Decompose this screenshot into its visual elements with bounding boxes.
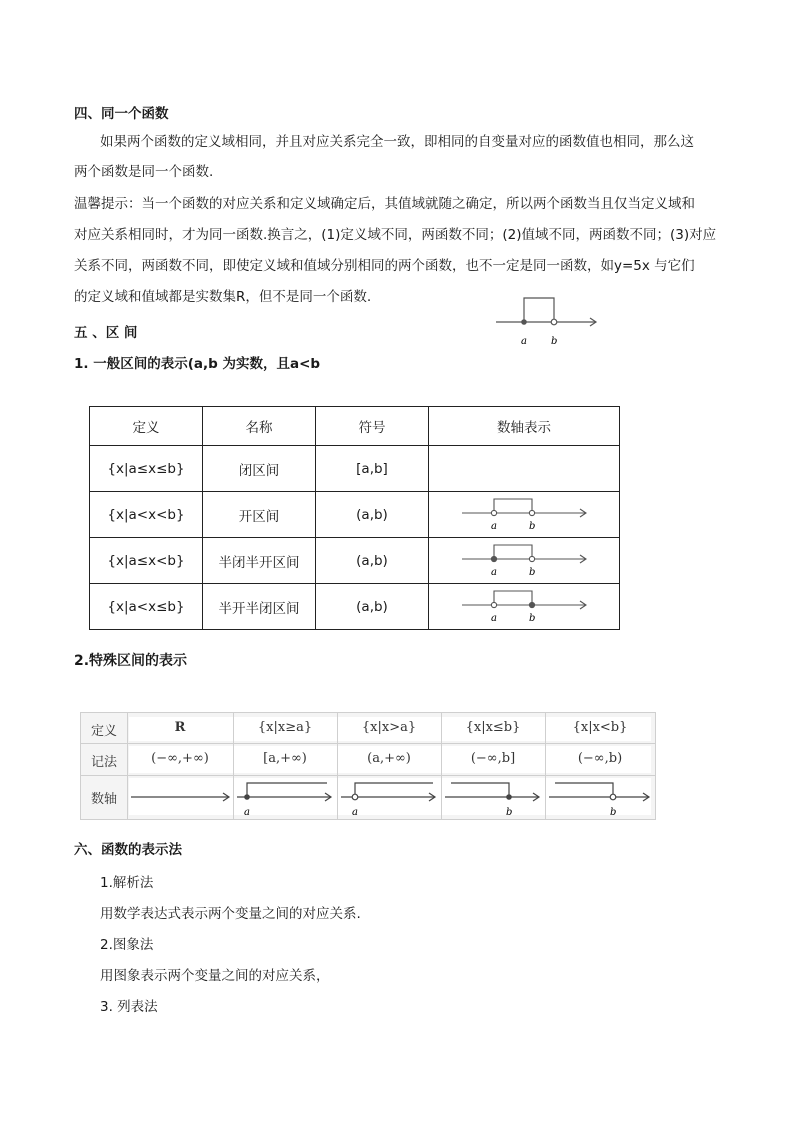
table-header-row xyxy=(90,407,620,446)
special-axis-label-a: a xyxy=(244,807,250,818)
axis-label-b: b xyxy=(529,612,536,623)
special-notation: (−∞,b] xyxy=(470,751,516,766)
special-notation: (−∞,b) xyxy=(577,751,623,766)
section5-heading: 五 、区 间 xyxy=(74,325,138,341)
table-row xyxy=(90,538,620,584)
row-number-line xyxy=(429,584,620,630)
row-label-definition: 定义 xyxy=(90,724,117,739)
special-axis-row xyxy=(127,775,655,819)
special-interval-table xyxy=(80,712,656,820)
tip-line2: 对应关系相同时，才为同一函数.换言之，(1)定义域不同，两函数不同；(2)值域不同，两函数不同；(3)对应 xyxy=(74,227,717,243)
number-line-closed-open xyxy=(456,541,592,577)
number-line-open-closed xyxy=(456,587,592,623)
general-interval-subheading: 1. 一般区间的表示(a,b 为实数，且a<b xyxy=(74,356,321,372)
number-line-open-open xyxy=(456,495,592,531)
row-definition: {x|a≤x<b} xyxy=(90,538,203,584)
special-axis-label-b: b xyxy=(610,807,617,818)
left-endpoint xyxy=(491,510,496,515)
row-name: 半闭半开区间 xyxy=(203,538,316,584)
special-def: R xyxy=(174,720,186,735)
special-def: {x|x≥a} xyxy=(257,720,313,735)
method-analytic: 1.解析法 xyxy=(100,875,154,891)
table-row xyxy=(90,492,620,538)
special-def: {x|x>a} xyxy=(361,720,417,735)
row-name: 半开半闭区间 xyxy=(203,584,316,630)
method-analytic-desc: 用数学表达式表示两个变量之间的对应关系. xyxy=(100,906,361,922)
special-axis-label-b: b xyxy=(506,807,513,818)
row-label-notation: 记法 xyxy=(90,755,117,770)
axis-label-b: b xyxy=(529,520,536,531)
section4-heading: 四、同一个函数 xyxy=(74,106,169,122)
axis-label-a: a xyxy=(491,566,497,577)
row-number-line-empty xyxy=(429,446,620,492)
left-endpoint xyxy=(491,602,496,607)
tip-line3: 关系不同，两函数不同，即使定义域和值域分别相同的两个函数，也不一定是同一函数，如y=5x 与它们 xyxy=(74,258,695,274)
row-number-line xyxy=(429,492,620,538)
top-axis-b-label: b xyxy=(551,336,558,347)
row-symbol: (a,b) xyxy=(316,492,429,538)
row-symbol: (a,b) xyxy=(316,584,429,630)
interval-bracket xyxy=(494,591,532,605)
left-endpoint xyxy=(491,556,496,561)
row-symbol: [a,b] xyxy=(316,446,429,492)
section6-heading: 六、函数的表示法 xyxy=(74,842,182,858)
method-graph-desc: 用图象表示两个变量之间的对应关系， xyxy=(100,968,330,984)
header-definition: 定义 xyxy=(90,407,203,446)
table-row xyxy=(90,446,620,492)
axis-label-b: b xyxy=(529,566,536,577)
row-definition: {x|a<x<b} xyxy=(90,492,203,538)
method-graph: 2.图象法 xyxy=(100,937,154,953)
top-axis-a-label: a xyxy=(521,336,527,347)
top-interval-diagram xyxy=(492,292,602,352)
section4-para-line1: 如果两个函数的定义域相同，并且对应关系完全一致，即相同的自变量对应的函数值也相同，那么这 xyxy=(100,134,694,150)
axis-label-a: a xyxy=(491,520,497,531)
general-interval-table xyxy=(89,406,620,630)
interval-bracket xyxy=(494,545,532,559)
header-symbol: 符号 xyxy=(316,407,429,446)
section4-para-line2: 两个函数是同一个函数. xyxy=(74,164,214,180)
row-symbol: (a,b) xyxy=(316,538,429,584)
row-definition: {x|a≤x≤b} xyxy=(90,446,203,492)
tip-line1: 温馨提示：当一个函数的对应关系和定义域确定后，其值域就随之确定，所以两个函数当且仅当定义域和 xyxy=(74,196,695,212)
interval-bracket xyxy=(494,499,532,513)
row-name: 开区间 xyxy=(203,492,316,538)
row-name: 闭区间 xyxy=(203,446,316,492)
right-endpoint xyxy=(529,602,534,607)
method-table: 3. 列表法 xyxy=(100,999,158,1015)
special-interval-subheading: 2.特殊区间的表示 xyxy=(74,653,188,669)
right-endpoint xyxy=(529,556,534,561)
special-notation: (a,+∞) xyxy=(367,751,411,766)
special-notation: (−∞,+∞) xyxy=(151,751,209,766)
special-def: {x|x≤b} xyxy=(465,720,521,735)
header-name: 名称 xyxy=(203,407,316,446)
row-definition: {x|a<x≤b} xyxy=(90,584,203,630)
axis-label-a: a xyxy=(491,612,497,623)
special-axis-label-a: a xyxy=(352,807,358,818)
row-label-axis: 数轴 xyxy=(90,792,117,807)
tip-line4: 的定义域和值域都是实数集R，但不是同一个函数. xyxy=(74,289,372,305)
special-notation: [a,+∞) xyxy=(263,751,307,766)
table-row xyxy=(90,584,620,630)
special-def: {x|x<b} xyxy=(572,720,628,735)
header-number-line: 数轴表示 xyxy=(429,407,620,446)
row-number-line xyxy=(429,538,620,584)
right-endpoint xyxy=(529,510,534,515)
